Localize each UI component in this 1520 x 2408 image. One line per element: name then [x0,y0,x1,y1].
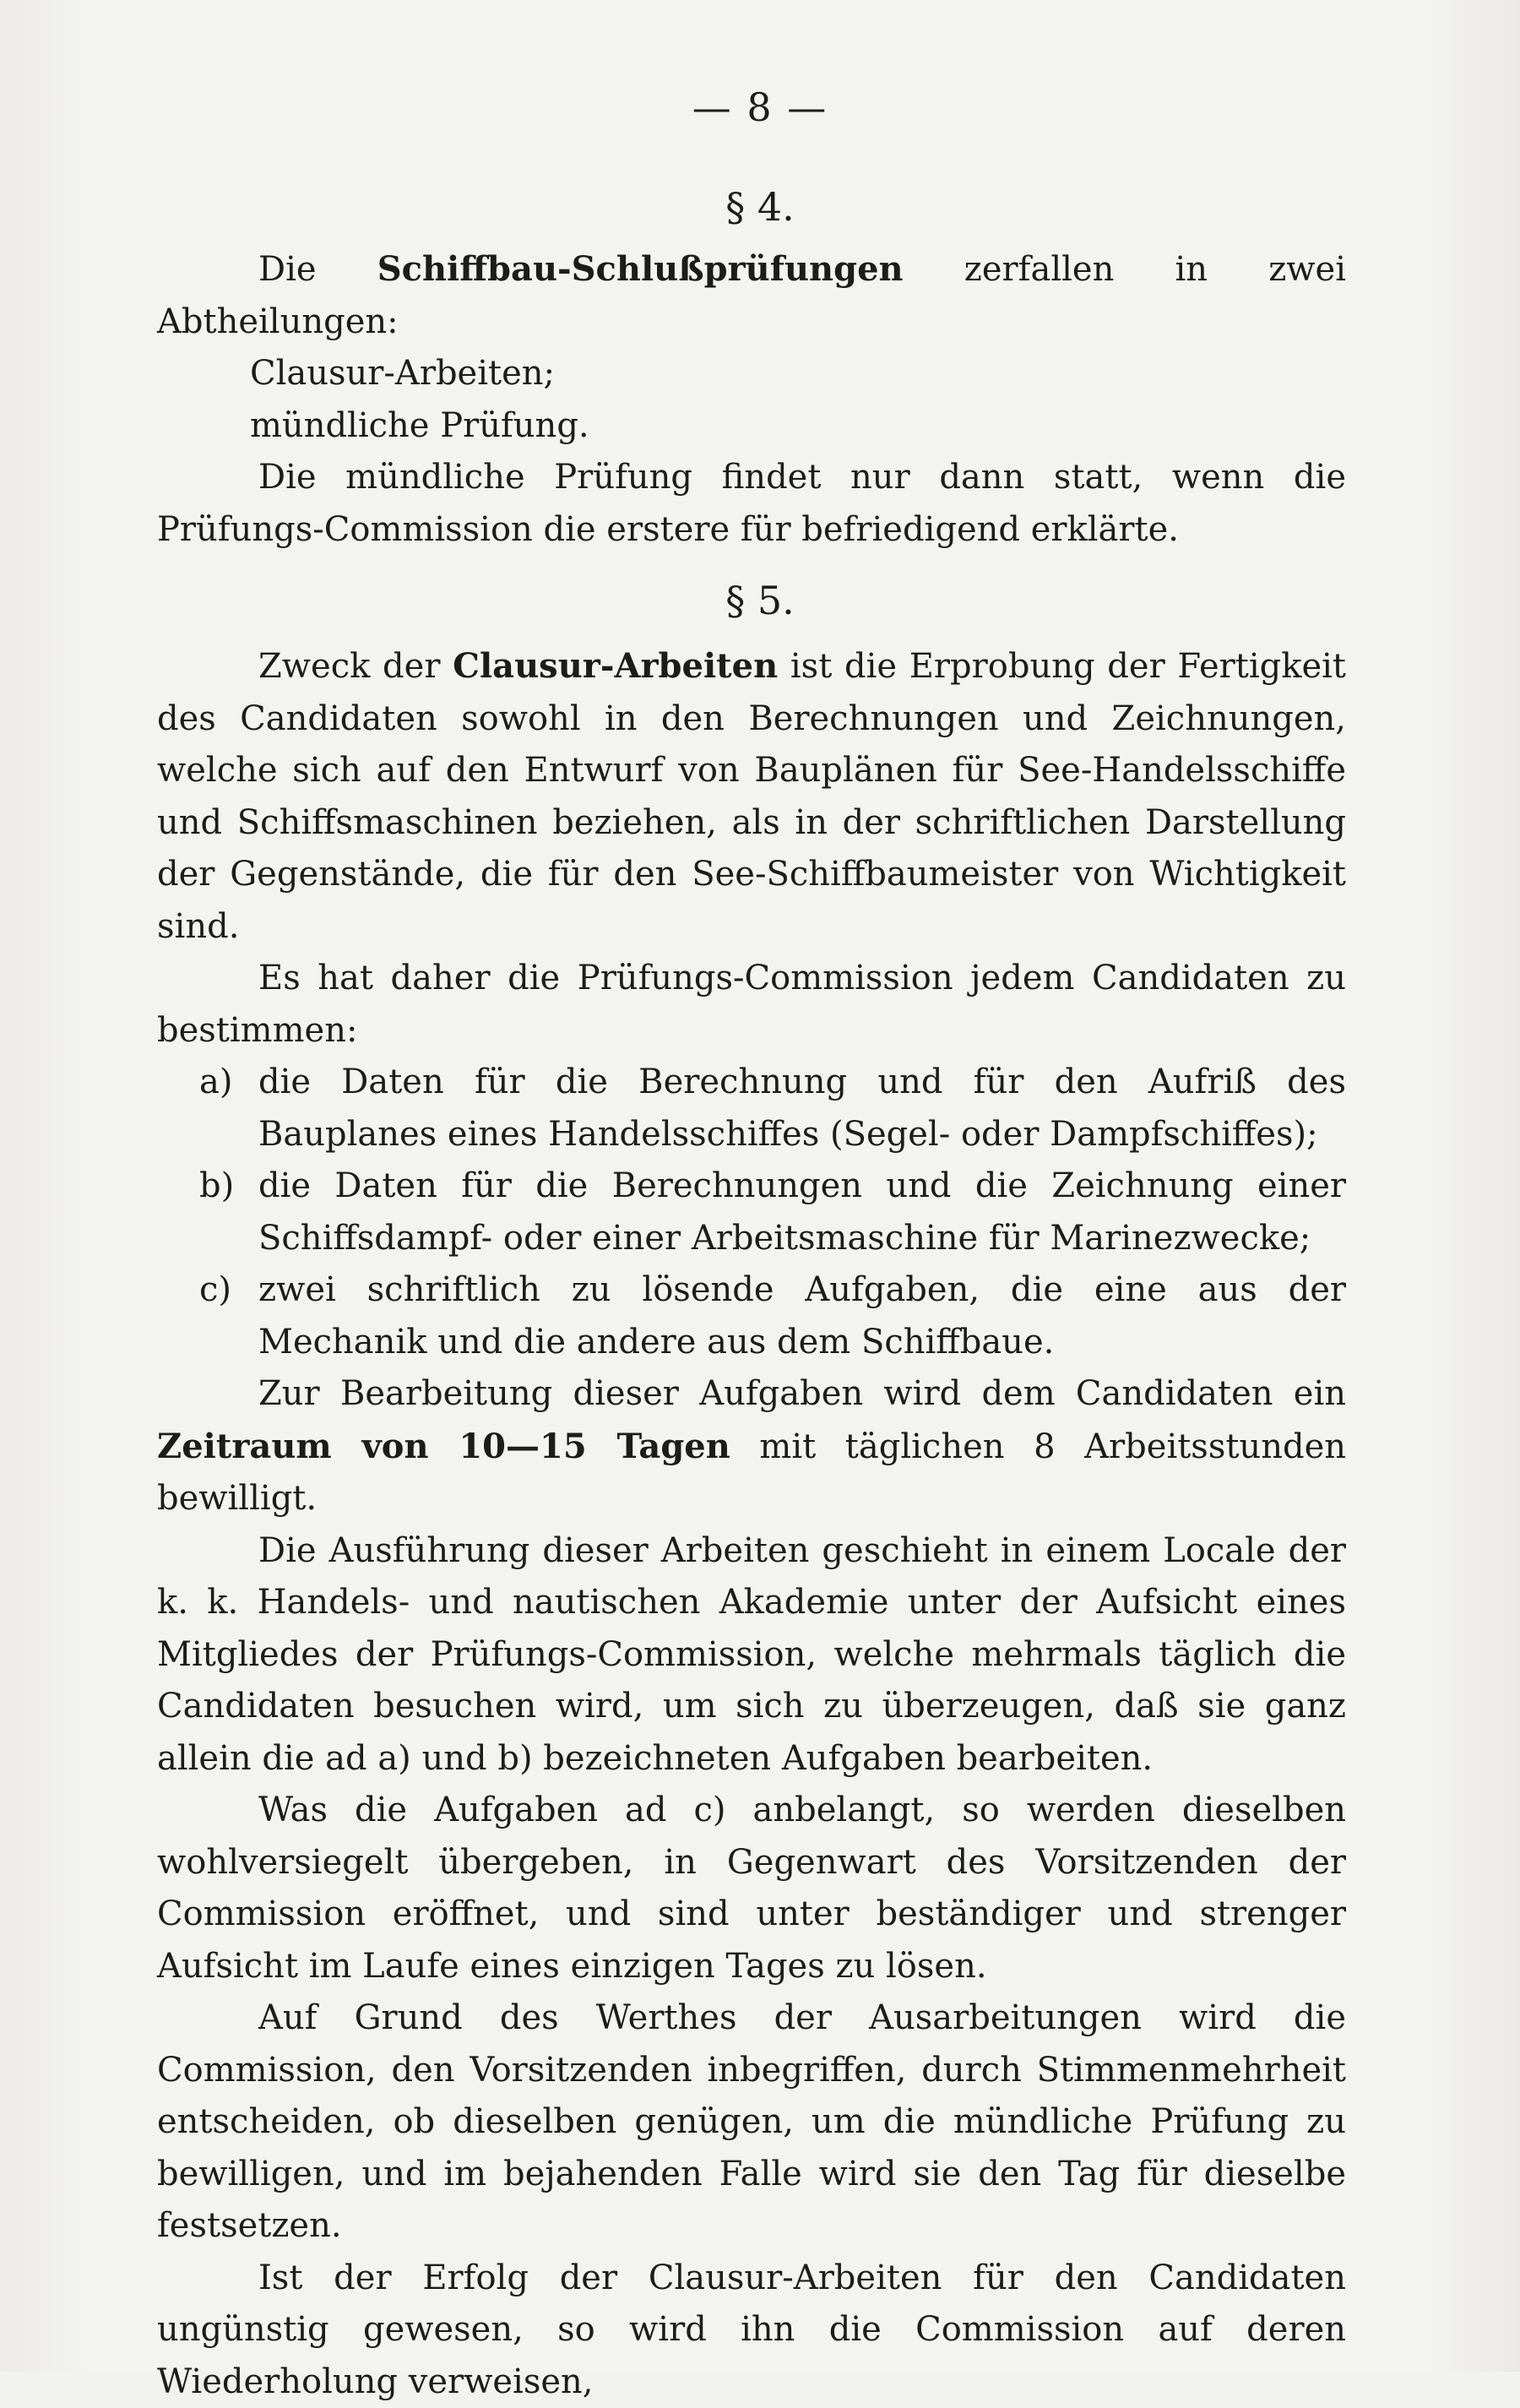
list-item-a [157,1057,1346,1161]
section-5-paragraph-1 [157,640,1346,953]
section-5-paragraph-5: Was die Aufgaben ad c) anbelangt, so werden dieselben wohlversiegelt übergeben, in Gegenwart des Vorsitzenden der Commission eröffnet, und sind unter beständiger und strenger Aufsicht im Laufe eines einzigen Tages zu lösen. [157,1785,1346,1992]
section-5-heading: § 5. [0,578,1520,623]
section-4-intro [157,243,1346,348]
section-4-intro-start: Die [258,250,377,289]
section-5-p1-end: ist die Erprobung der Fertigkeit des Candidaten sowohl in den Berechnungen und Zeichnungen, welche sich auf den Entwurf von Bauplänen für See-Handelsschiffe und Schiffsmaschinen beziehen, als in der schriftlichen Darstellung der Gegenstände, die für den See-Schiffbaumeister von Wichtigkeit sind. [157,647,1346,946]
list-text-b: die Daten für die Berechnungen und die Zeichnung einer Schiffsdampf- oder einer Arbeitsmaschine für Marinezwecke; [258,1166,1346,1258]
section-4-intro-term: Schiffbau-Schlußprüfungen [377,249,904,289]
list-marker-c: c) [199,1264,231,1317]
list-item-b [157,1161,1346,1264]
list-item-c [157,1264,1346,1368]
section-5-p1-term: Clausur-Arbeiten [453,646,778,686]
section-5-p3-end: mit täglichen 8 Arbeitsstunden bewilligt. [157,1427,1346,1519]
section-5-paragraph-2: Es hat daher die Prüfungs-Commission jedem Candidaten zu bestimmen: [157,953,1346,1057]
page-number: — 8 — [0,84,1520,130]
section-4-item-1: Clausur-Arbeiten; [157,348,1346,400]
section-5-p3-start: Zur Bearbeitung dieser Aufgaben wird dem Candidaten ein [258,1374,1346,1413]
section-5-paragraph-4: Die Ausführung dieser Arbeiten geschieht in einem Locale der k. k. Handels- und nautischen Akademie unter der Aufsicht eines Mitgliedes der Prüfungs-Commission, welche mehrmals täglich die Candidaten besuchen wird, um sich zu überzeugen, daß sie ganz allein die ad a) und b) bezeichneten Aufgaben bearbeiten. [157,1525,1346,1786]
section-5-p3-term: Zeitraum von 10—15 Tagen [157,1427,730,1466]
list-text-a: die Daten für die Berechnung und für den Aufriß des Bauplanes eines Handelsschiffes (Segel- oder Dampfschiffes); [258,1063,1346,1154]
section-4-item-2: mündliche Prüfung. [157,400,1346,453]
section-4-paragraph: Die mündliche Prüfung findet nur dann statt, wenn die Prüfungs-Commission die erstere für befriedigend erklärte. [157,452,1346,556]
section-4-heading: § 4. [0,184,1520,230]
list-marker-a: a) [199,1057,232,1109]
section-5-p1-start: Zweck der [258,647,453,686]
section-4-body [157,243,1346,556]
section-5-paragraph-6: Auf Grund des Werthes der Ausarbeitungen wird die Commission, den Vorsitzenden inbegriffen, durch Stimmenmehrheit entscheiden, ob dieselben genügen, um die mündliche Prüfung zu bewilligen, und im bejahenden Falle wird sie den Tag für dieselbe festsetzen. [157,1992,1346,2253]
list-text-c: zwei schriftlich zu lösende Aufgaben, die eine aus der Mechanik und die andere aus dem Schiffbaue. [258,1270,1346,1362]
list-marker-b: b) [199,1161,234,1213]
section-5-body [157,640,1346,2408]
section-5-paragraph-3 [157,1368,1346,1525]
section-4-intro-end: zerfallen in zwei Abtheilungen: [157,250,1346,341]
section-5-paragraph-7: Ist der Erfolg der Clausur-Arbeiten für den Candidaten ungünstig gewesen, so wird ihn die Commission auf deren Wiederholung verweisen, [157,2253,1346,2408]
